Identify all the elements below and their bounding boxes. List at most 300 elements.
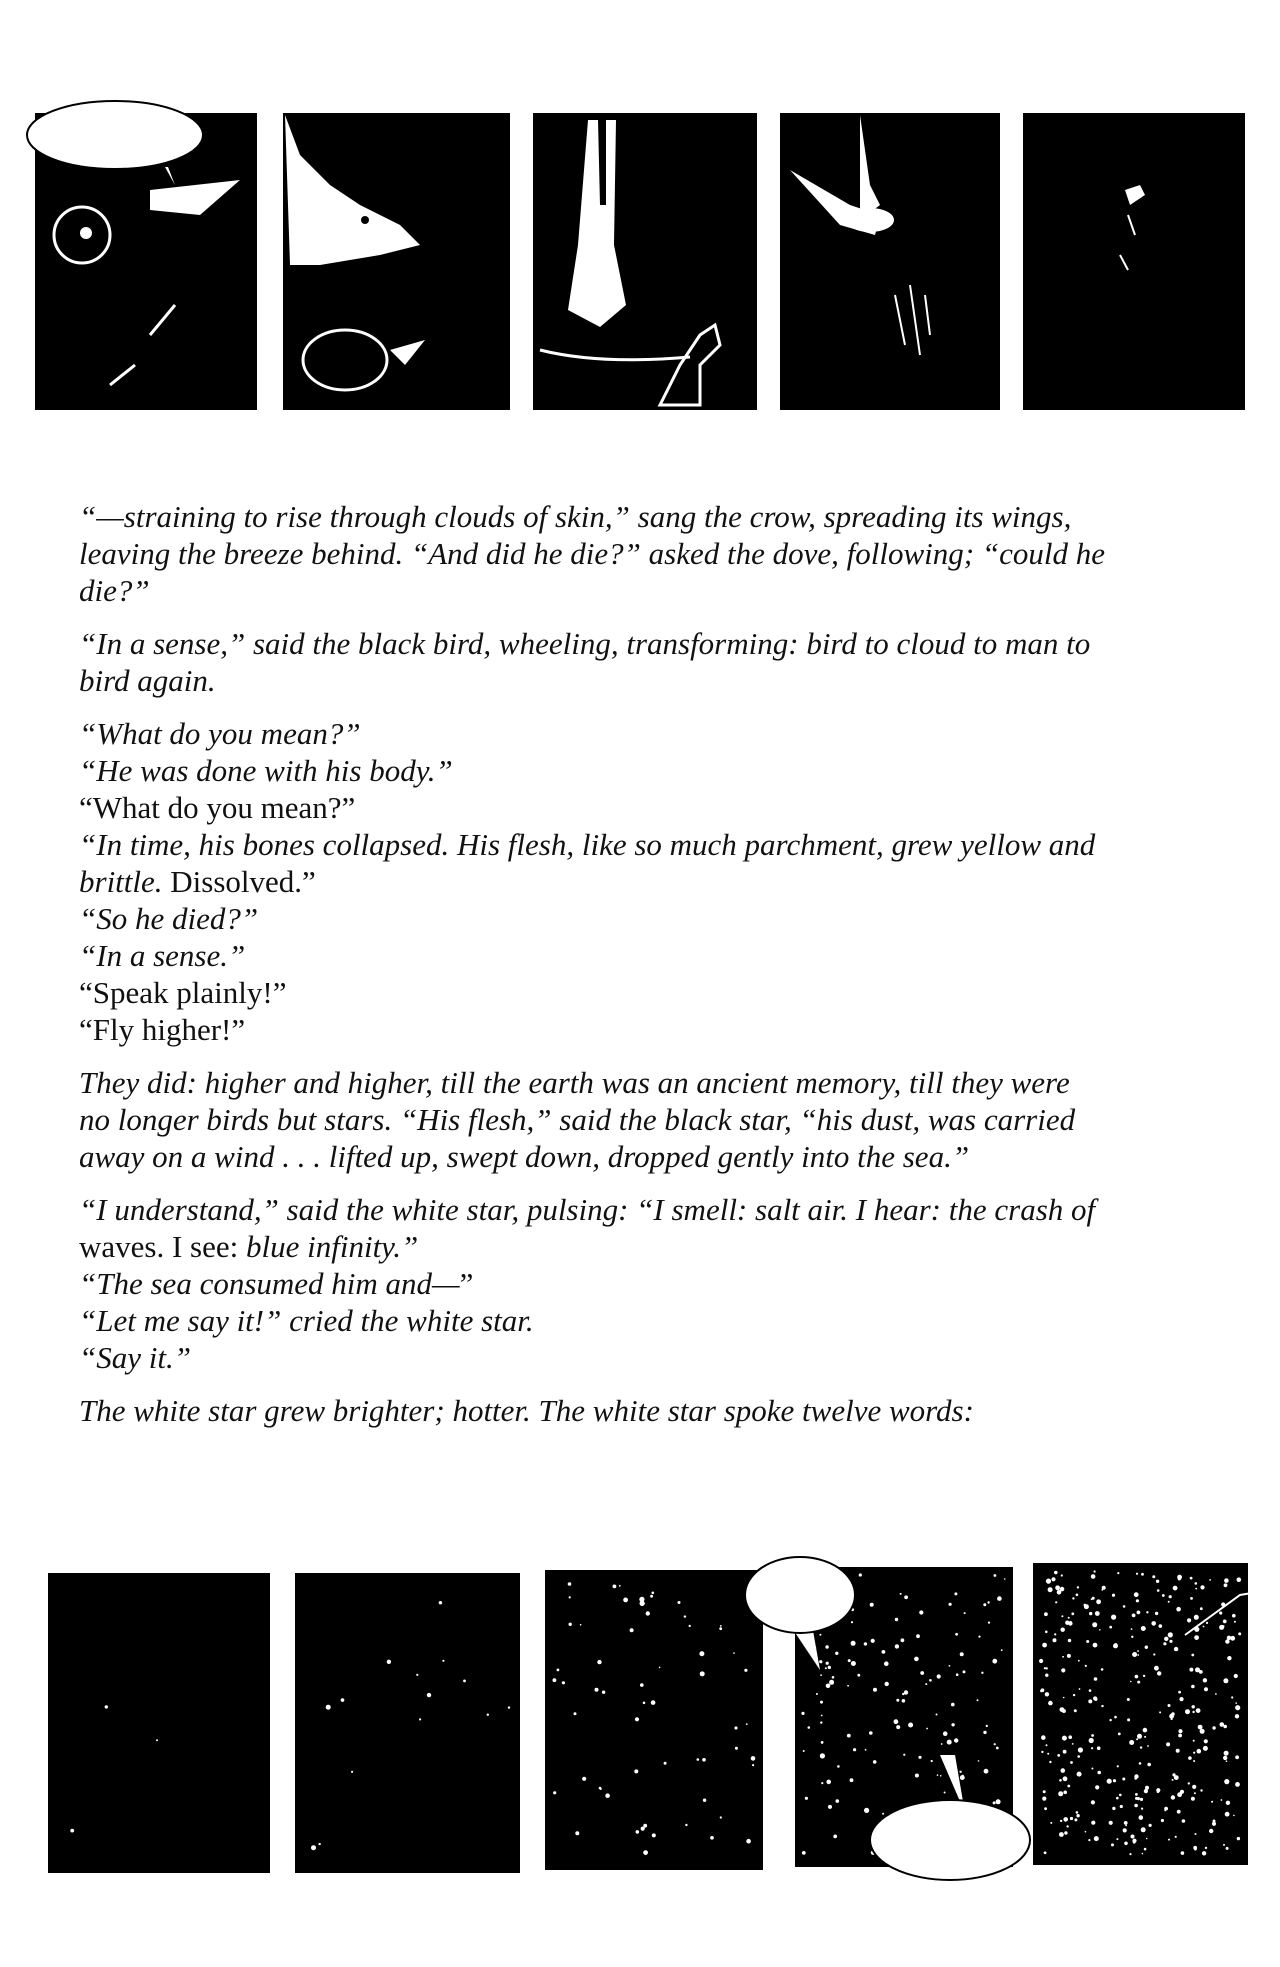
galaxy-icon <box>1198 1725 1203 1730</box>
galaxy-icon <box>1192 1705 1195 1708</box>
text-line: “So he died?” <box>79 901 259 936</box>
galaxy-icon <box>1190 1577 1193 1580</box>
galaxy-icon <box>1152 1575 1155 1578</box>
galaxy-icon <box>1227 1656 1231 1660</box>
star-field-icon <box>819 1634 821 1636</box>
star-field-icon <box>915 1774 919 1778</box>
star-field-icon <box>992 1659 997 1664</box>
star-field-icon <box>936 1714 938 1716</box>
galaxy-icon <box>1096 1599 1101 1604</box>
galaxy-icon <box>1203 1678 1207 1682</box>
few-stars-icon <box>416 1674 418 1676</box>
many-stars-icon <box>636 1830 640 1834</box>
star-field-icon <box>997 1596 1002 1601</box>
galaxy-icon <box>1109 1719 1111 1721</box>
galaxy-icon <box>1046 1579 1051 1584</box>
galaxy-icon <box>1203 1626 1205 1628</box>
galaxy-icon <box>1171 1795 1175 1799</box>
galaxy-icon <box>1204 1739 1208 1743</box>
star-field-icon <box>919 1610 923 1614</box>
galaxy-icon <box>1223 1844 1225 1846</box>
galaxy-icon <box>1107 1779 1112 1784</box>
galaxy-icon <box>1137 1650 1139 1652</box>
star-field-icon <box>865 1749 867 1751</box>
galaxy-icon <box>1194 1635 1199 1640</box>
star-field-icon <box>857 1674 860 1677</box>
galaxy-icon <box>1169 1595 1172 1598</box>
galaxy-icon <box>1095 1611 1100 1616</box>
many-stars-icon <box>580 1624 582 1626</box>
galaxy-icon <box>1091 1821 1095 1825</box>
star-field-icon <box>808 1726 811 1729</box>
galaxy-icon <box>1144 1736 1146 1738</box>
panel-1 <box>27 101 257 410</box>
star-field-icon <box>820 1721 822 1723</box>
star-field-icon <box>882 1813 884 1815</box>
star-field-icon <box>903 1754 905 1756</box>
star-field-icon <box>803 1750 805 1752</box>
galaxy-icon <box>1141 1827 1146 1832</box>
many-stars-icon <box>733 1652 735 1654</box>
galaxy-icon <box>1063 1791 1067 1795</box>
many-stars-icon <box>582 1777 586 1781</box>
text-line: “—straining to rise through clouds of skin,” sang the crow, spreading its wings, <box>79 499 1072 534</box>
many-stars-icon <box>652 1833 656 1837</box>
few-stars-icon <box>341 1698 345 1702</box>
galaxy-icon <box>1226 1801 1230 1805</box>
galaxy-icon <box>1041 1751 1043 1753</box>
galaxy-icon <box>1131 1835 1135 1839</box>
galaxy-icon <box>1123 1605 1126 1608</box>
star-field-icon <box>996 1799 1001 1804</box>
text-line: “Fly higher!” <box>79 1012 246 1047</box>
galaxy-icon <box>1166 1742 1170 1746</box>
galaxy-icon <box>1221 1799 1223 1801</box>
galaxy-icon <box>1088 1839 1090 1841</box>
star-field-icon <box>908 1723 913 1728</box>
galaxy-icon <box>1124 1821 1128 1825</box>
galaxy-icon <box>1177 1810 1181 1814</box>
galaxy-icon <box>1169 1640 1172 1643</box>
galaxy-icon <box>1179 1697 1183 1701</box>
star-field-icon <box>825 1667 827 1669</box>
galaxy-icon <box>1102 1586 1106 1590</box>
galaxy-icon <box>1141 1626 1146 1631</box>
star-field-icon <box>848 1659 851 1662</box>
galaxy-icon <box>1178 1577 1181 1580</box>
panel-6 <box>48 1573 270 1873</box>
star-field-icon <box>847 1734 851 1738</box>
single-star-icon <box>70 1829 74 1833</box>
galaxy-icon <box>1127 1698 1130 1701</box>
galaxy-icon <box>1194 1615 1199 1620</box>
few-stars-icon <box>442 1660 444 1662</box>
many-stars-icon <box>568 1582 572 1586</box>
galaxy-icon <box>1211 1801 1213 1803</box>
galaxy-icon <box>1195 1582 1198 1585</box>
galaxy-icon <box>1224 1751 1229 1756</box>
many-stars-icon <box>553 1791 556 1794</box>
text-line-mixed <box>79 1265 1219 1302</box>
galaxy-icon <box>1055 1601 1057 1603</box>
galaxy-icon <box>1117 1572 1119 1574</box>
galaxy-icon <box>1124 1842 1128 1846</box>
star-field-icon <box>853 1748 856 1751</box>
galaxy-icon <box>1168 1839 1170 1841</box>
many-stars-icon <box>752 1764 754 1766</box>
galaxy-icon <box>1145 1646 1148 1649</box>
galaxy-icon <box>1136 1599 1139 1602</box>
text-line: “Let me say it!” cried the white star. <box>79 1303 534 1338</box>
galaxy-icon <box>1070 1817 1073 1820</box>
many-stars-icon <box>751 1756 756 1761</box>
galaxy-icon <box>1188 1782 1190 1784</box>
galaxy-icon <box>1133 1841 1136 1844</box>
star-field-icon <box>951 1703 955 1707</box>
galaxy-icon <box>1173 1586 1178 1591</box>
galaxy-icon <box>1144 1789 1148 1793</box>
star-field-icon <box>963 1670 966 1673</box>
few-stars-icon <box>318 1843 320 1845</box>
galaxy-icon <box>1182 1819 1186 1823</box>
star-field-icon <box>929 1679 932 1682</box>
star-field-icon <box>978 1636 980 1638</box>
galaxy-icon <box>1130 1681 1132 1683</box>
galaxy-icon <box>1135 1793 1138 1796</box>
star-field-icon <box>870 1603 874 1607</box>
galaxy-icon <box>1067 1785 1070 1788</box>
text-line: away on a wind . . . lifted up, swept down, dropped gently into the sea.” <box>79 1139 970 1174</box>
galaxy-icon <box>1136 1573 1138 1575</box>
galaxy-icon <box>1054 1571 1058 1575</box>
star-field-icon <box>869 1731 873 1735</box>
galaxy-icon <box>1071 1612 1074 1615</box>
star-field-icon <box>994 1574 997 1577</box>
galaxy-icon <box>1157 1671 1161 1675</box>
text-segment: “The sea consumed him and— <box>79 1266 460 1301</box>
many-stars-icon <box>640 1683 644 1687</box>
galaxy-icon <box>1155 1612 1158 1615</box>
galaxy-icon <box>1237 1837 1240 1840</box>
star-field-icon <box>937 1774 939 1776</box>
star-field-icon <box>901 1638 905 1642</box>
top-panel-strip <box>0 95 1280 425</box>
galaxy-icon <box>1237 1577 1242 1582</box>
galaxy-icon <box>1164 1810 1166 1812</box>
star-field-icon <box>851 1641 856 1646</box>
galaxy-icon <box>1215 1693 1217 1695</box>
text-line: They did: higher and higher, till the earth was an ancient memory, till they were <box>79 1065 1070 1100</box>
text-line: leaving the breeze behind. “And did he die?” asked the dove, following; “could he <box>79 536 1105 571</box>
text-line: “Speak plainly!” <box>79 975 287 1010</box>
galaxy-icon <box>1094 1677 1098 1681</box>
galaxy-icon <box>1139 1762 1142 1765</box>
star-field-icon <box>895 1618 898 1621</box>
star-field-icon <box>931 1760 933 1762</box>
star-field-icon <box>882 1650 886 1654</box>
galaxy-icon <box>1129 1740 1134 1745</box>
galaxy-icon <box>1146 1838 1148 1840</box>
speech-balloon-3 <box>870 1800 1030 1880</box>
star-field-icon <box>821 1741 824 1744</box>
star-field-icon <box>864 1808 869 1813</box>
star-field-icon <box>900 1593 902 1595</box>
galaxy-icon <box>1045 1631 1048 1634</box>
many-stars-icon <box>746 1839 751 1844</box>
galaxy-icon <box>1068 1639 1071 1642</box>
many-stars-icon <box>703 1799 706 1802</box>
galaxy-icon <box>1136 1738 1138 1740</box>
galaxy-icon <box>1164 1637 1168 1641</box>
star-field-icon <box>916 1634 920 1638</box>
galaxy-icon <box>1059 1832 1064 1837</box>
galaxy-icon <box>1061 1768 1066 1773</box>
galaxy-icon <box>1132 1614 1136 1618</box>
many-stars-icon <box>605 1793 610 1798</box>
star-field-icon <box>820 1753 825 1758</box>
many-stars-icon <box>630 1628 634 1632</box>
few-stars-icon <box>351 1771 353 1773</box>
galaxy-icon <box>1219 1611 1222 1614</box>
galaxy-icon <box>1149 1824 1152 1827</box>
galaxy-icon <box>1058 1791 1063 1796</box>
galaxy-icon <box>1046 1667 1048 1669</box>
crow-pupil-icon <box>80 227 92 239</box>
galaxy-icon <box>1143 1728 1148 1733</box>
galaxy-icon <box>1235 1702 1237 1704</box>
galaxy-icon <box>1111 1615 1116 1620</box>
galaxy-icon <box>1141 1573 1144 1576</box>
galaxy-icon <box>1076 1811 1079 1814</box>
star-field-icon <box>835 1652 838 1655</box>
star-field-icon <box>956 1673 959 1676</box>
paragraph-5 <box>79 1191 1219 1376</box>
galaxy-icon <box>1226 1760 1228 1762</box>
galaxy-icon <box>1195 1588 1197 1590</box>
star-field-icon <box>871 1639 875 1643</box>
star-field-icon <box>833 1835 837 1839</box>
galaxy-icon <box>1118 1733 1121 1736</box>
galaxy-icon <box>1063 1750 1067 1754</box>
star-field-icon <box>937 1674 941 1678</box>
galaxy-icon <box>1137 1611 1141 1615</box>
text-segment: brittle. <box>79 864 163 899</box>
text-line-mixed <box>79 1228 1219 1265</box>
many-stars-icon <box>634 1769 638 1773</box>
star-field-icon <box>847 1685 849 1687</box>
star-field-icon <box>851 1621 853 1623</box>
galaxy-icon <box>1067 1654 1071 1658</box>
galaxy-icon <box>1042 1797 1046 1801</box>
galaxy-icon <box>1195 1667 1200 1672</box>
galaxy-icon <box>1077 1755 1080 1758</box>
galaxy-icon <box>1233 1815 1235 1817</box>
text-line: “In time, his bones collapsed. His flesh, like so much parchment, grew yellow and <box>79 827 1096 862</box>
many-stars-icon <box>685 1824 687 1826</box>
galaxy-icon <box>1202 1851 1206 1855</box>
star-field-icon <box>896 1725 900 1729</box>
star-field-icon <box>994 1743 996 1745</box>
galaxy-icon <box>1089 1738 1094 1743</box>
galaxy-icon <box>1137 1654 1139 1656</box>
star-field-icon <box>941 1743 943 1745</box>
panel-3-frame <box>533 113 757 410</box>
galaxy-icon <box>1114 1716 1117 1719</box>
star-field-icon <box>821 1715 823 1717</box>
galaxy-icon <box>1054 1633 1056 1635</box>
galaxy-icon <box>1091 1747 1093 1749</box>
many-stars-icon <box>639 1597 644 1602</box>
many-stars-icon <box>700 1671 705 1676</box>
galaxy-icon <box>1112 1594 1115 1597</box>
galaxy-icon <box>1223 1756 1227 1760</box>
galaxy-icon <box>1185 1709 1190 1714</box>
many-stars-icon <box>613 1585 617 1589</box>
galaxy-icon <box>1094 1570 1096 1572</box>
star-field-icon <box>805 1797 808 1800</box>
star-field-icon <box>873 1760 877 1764</box>
text-line: “What do you mean?” <box>79 790 356 825</box>
galaxy-icon <box>1091 1800 1095 1804</box>
galaxy-icon <box>1097 1771 1101 1775</box>
star-field-icon <box>836 1799 840 1803</box>
galaxy-icon <box>1048 1587 1053 1592</box>
panel-4 <box>780 113 1000 410</box>
many-stars-icon <box>652 1592 655 1595</box>
star-field-icon <box>978 1760 980 1762</box>
galaxy-icon <box>1062 1736 1067 1741</box>
galaxy-icon <box>1049 1761 1051 1763</box>
many-stars-icon <box>664 1762 667 1765</box>
many-stars-icon <box>699 1651 704 1656</box>
galaxy-icon <box>1091 1768 1093 1770</box>
galaxy-icon <box>1193 1740 1195 1742</box>
star-field-icon <box>826 1662 829 1665</box>
star-field-icon <box>987 1601 989 1603</box>
many-stars-icon <box>575 1831 579 1835</box>
galaxy-icon <box>1086 1640 1089 1643</box>
many-stars-icon <box>619 1585 621 1587</box>
bottom-panel-strip <box>0 1555 1280 1895</box>
galaxy-icon <box>1094 1836 1099 1841</box>
galaxy-icon <box>1192 1785 1196 1789</box>
panel-5 <box>1023 113 1245 410</box>
galaxy-icon <box>1123 1828 1127 1832</box>
galaxy-icon <box>1040 1690 1043 1693</box>
galaxy-icon <box>1085 1665 1087 1667</box>
star-field-icon <box>964 1612 966 1614</box>
galaxy-icon <box>1200 1789 1202 1791</box>
galaxy-icon <box>1134 1804 1138 1808</box>
galaxy-icon <box>1174 1647 1178 1651</box>
many-stars-icon <box>635 1717 639 1721</box>
galaxy-icon <box>1178 1729 1182 1733</box>
galaxy-icon <box>1062 1656 1064 1658</box>
star-field-icon <box>920 1671 924 1675</box>
many-stars-icon <box>562 1681 565 1684</box>
star-field-icon <box>820 1674 822 1676</box>
galaxy-icon <box>1044 1612 1048 1616</box>
galaxy-icon <box>1206 1622 1208 1624</box>
galaxy-icon <box>1140 1746 1142 1748</box>
galaxy-icon <box>1205 1847 1207 1849</box>
galaxy-icon <box>1117 1765 1119 1767</box>
star-field-icon <box>802 1851 806 1855</box>
star-field-icon <box>944 1792 946 1794</box>
many-stars-icon <box>719 1627 722 1630</box>
star-field-icon <box>1004 1578 1006 1580</box>
galaxy-icon <box>1111 1843 1114 1846</box>
text-line: “In a sense,” said the black bird, wheeling, transforming: bird to cloud to man to <box>79 626 1091 661</box>
galaxy-icon <box>1168 1704 1171 1707</box>
many-stars-icon <box>557 1669 560 1672</box>
galaxy-icon <box>1048 1701 1053 1706</box>
galaxy-icon <box>1223 1678 1228 1683</box>
text-line: “I understand,” said the white star, pulsing: “I smell: salt air. I hear: the crash of <box>79 1192 1096 1227</box>
star-field-icon <box>816 1693 818 1695</box>
galaxy-icon <box>1137 1681 1140 1684</box>
star-field-icon <box>896 1699 899 1702</box>
galaxy-icon <box>1223 1725 1227 1729</box>
galaxy-icon <box>1078 1747 1083 1752</box>
galaxy-icon <box>1135 1675 1139 1679</box>
galaxy-icon <box>1109 1626 1112 1629</box>
galaxy-icon <box>1093 1643 1098 1648</box>
star-field-icon <box>914 1657 919 1662</box>
galaxy-icon <box>1172 1779 1174 1781</box>
many-stars-icon <box>735 1747 738 1750</box>
galaxy-icon <box>1088 1699 1092 1703</box>
galaxy-icon <box>1077 1586 1079 1588</box>
galaxy-icon <box>1224 1583 1228 1587</box>
galaxy-icon <box>1194 1792 1196 1794</box>
star-field-icon <box>960 1775 965 1780</box>
galaxy-icon <box>1125 1825 1127 1827</box>
galaxy-icon <box>1178 1734 1182 1738</box>
galaxy-icon <box>1193 1752 1195 1754</box>
few-stars-icon <box>387 1660 391 1664</box>
galaxy-icon <box>1129 1853 1131 1855</box>
galaxy-icon <box>1044 1807 1047 1810</box>
galaxy-icon <box>1187 1618 1191 1622</box>
galaxy-icon <box>1063 1776 1068 1781</box>
star-field-icon <box>904 1690 908 1694</box>
galaxy-icon <box>1046 1744 1048 1746</box>
galaxy-icon <box>1212 1822 1216 1826</box>
many-stars-icon <box>569 1596 571 1598</box>
bottom-strip-art <box>0 1555 1280 1895</box>
star-field-icon <box>819 1660 822 1663</box>
galaxy-icon <box>1085 1831 1087 1833</box>
galaxy-icon <box>1044 1851 1047 1854</box>
galaxy-icon <box>1109 1821 1113 1825</box>
star-field-icon <box>926 1728 928 1730</box>
paragraph-6 <box>79 1392 1219 1429</box>
many-stars-icon <box>646 1611 650 1615</box>
galaxy-icon <box>1235 1782 1240 1787</box>
galaxy-icon <box>1135 1797 1138 1800</box>
paragraph-3 <box>79 715 1219 1048</box>
many-stars-icon <box>684 1615 686 1617</box>
galaxy-icon <box>1113 1643 1118 1648</box>
galaxy-icon <box>1140 1798 1143 1801</box>
galaxy-icon <box>1063 1817 1068 1822</box>
few-stars-icon <box>427 1693 431 1697</box>
star-field-icon <box>984 1769 989 1774</box>
many-stars-icon <box>643 1850 648 1855</box>
many-stars-icon <box>623 1598 628 1603</box>
galaxy-icon <box>1072 1597 1074 1599</box>
